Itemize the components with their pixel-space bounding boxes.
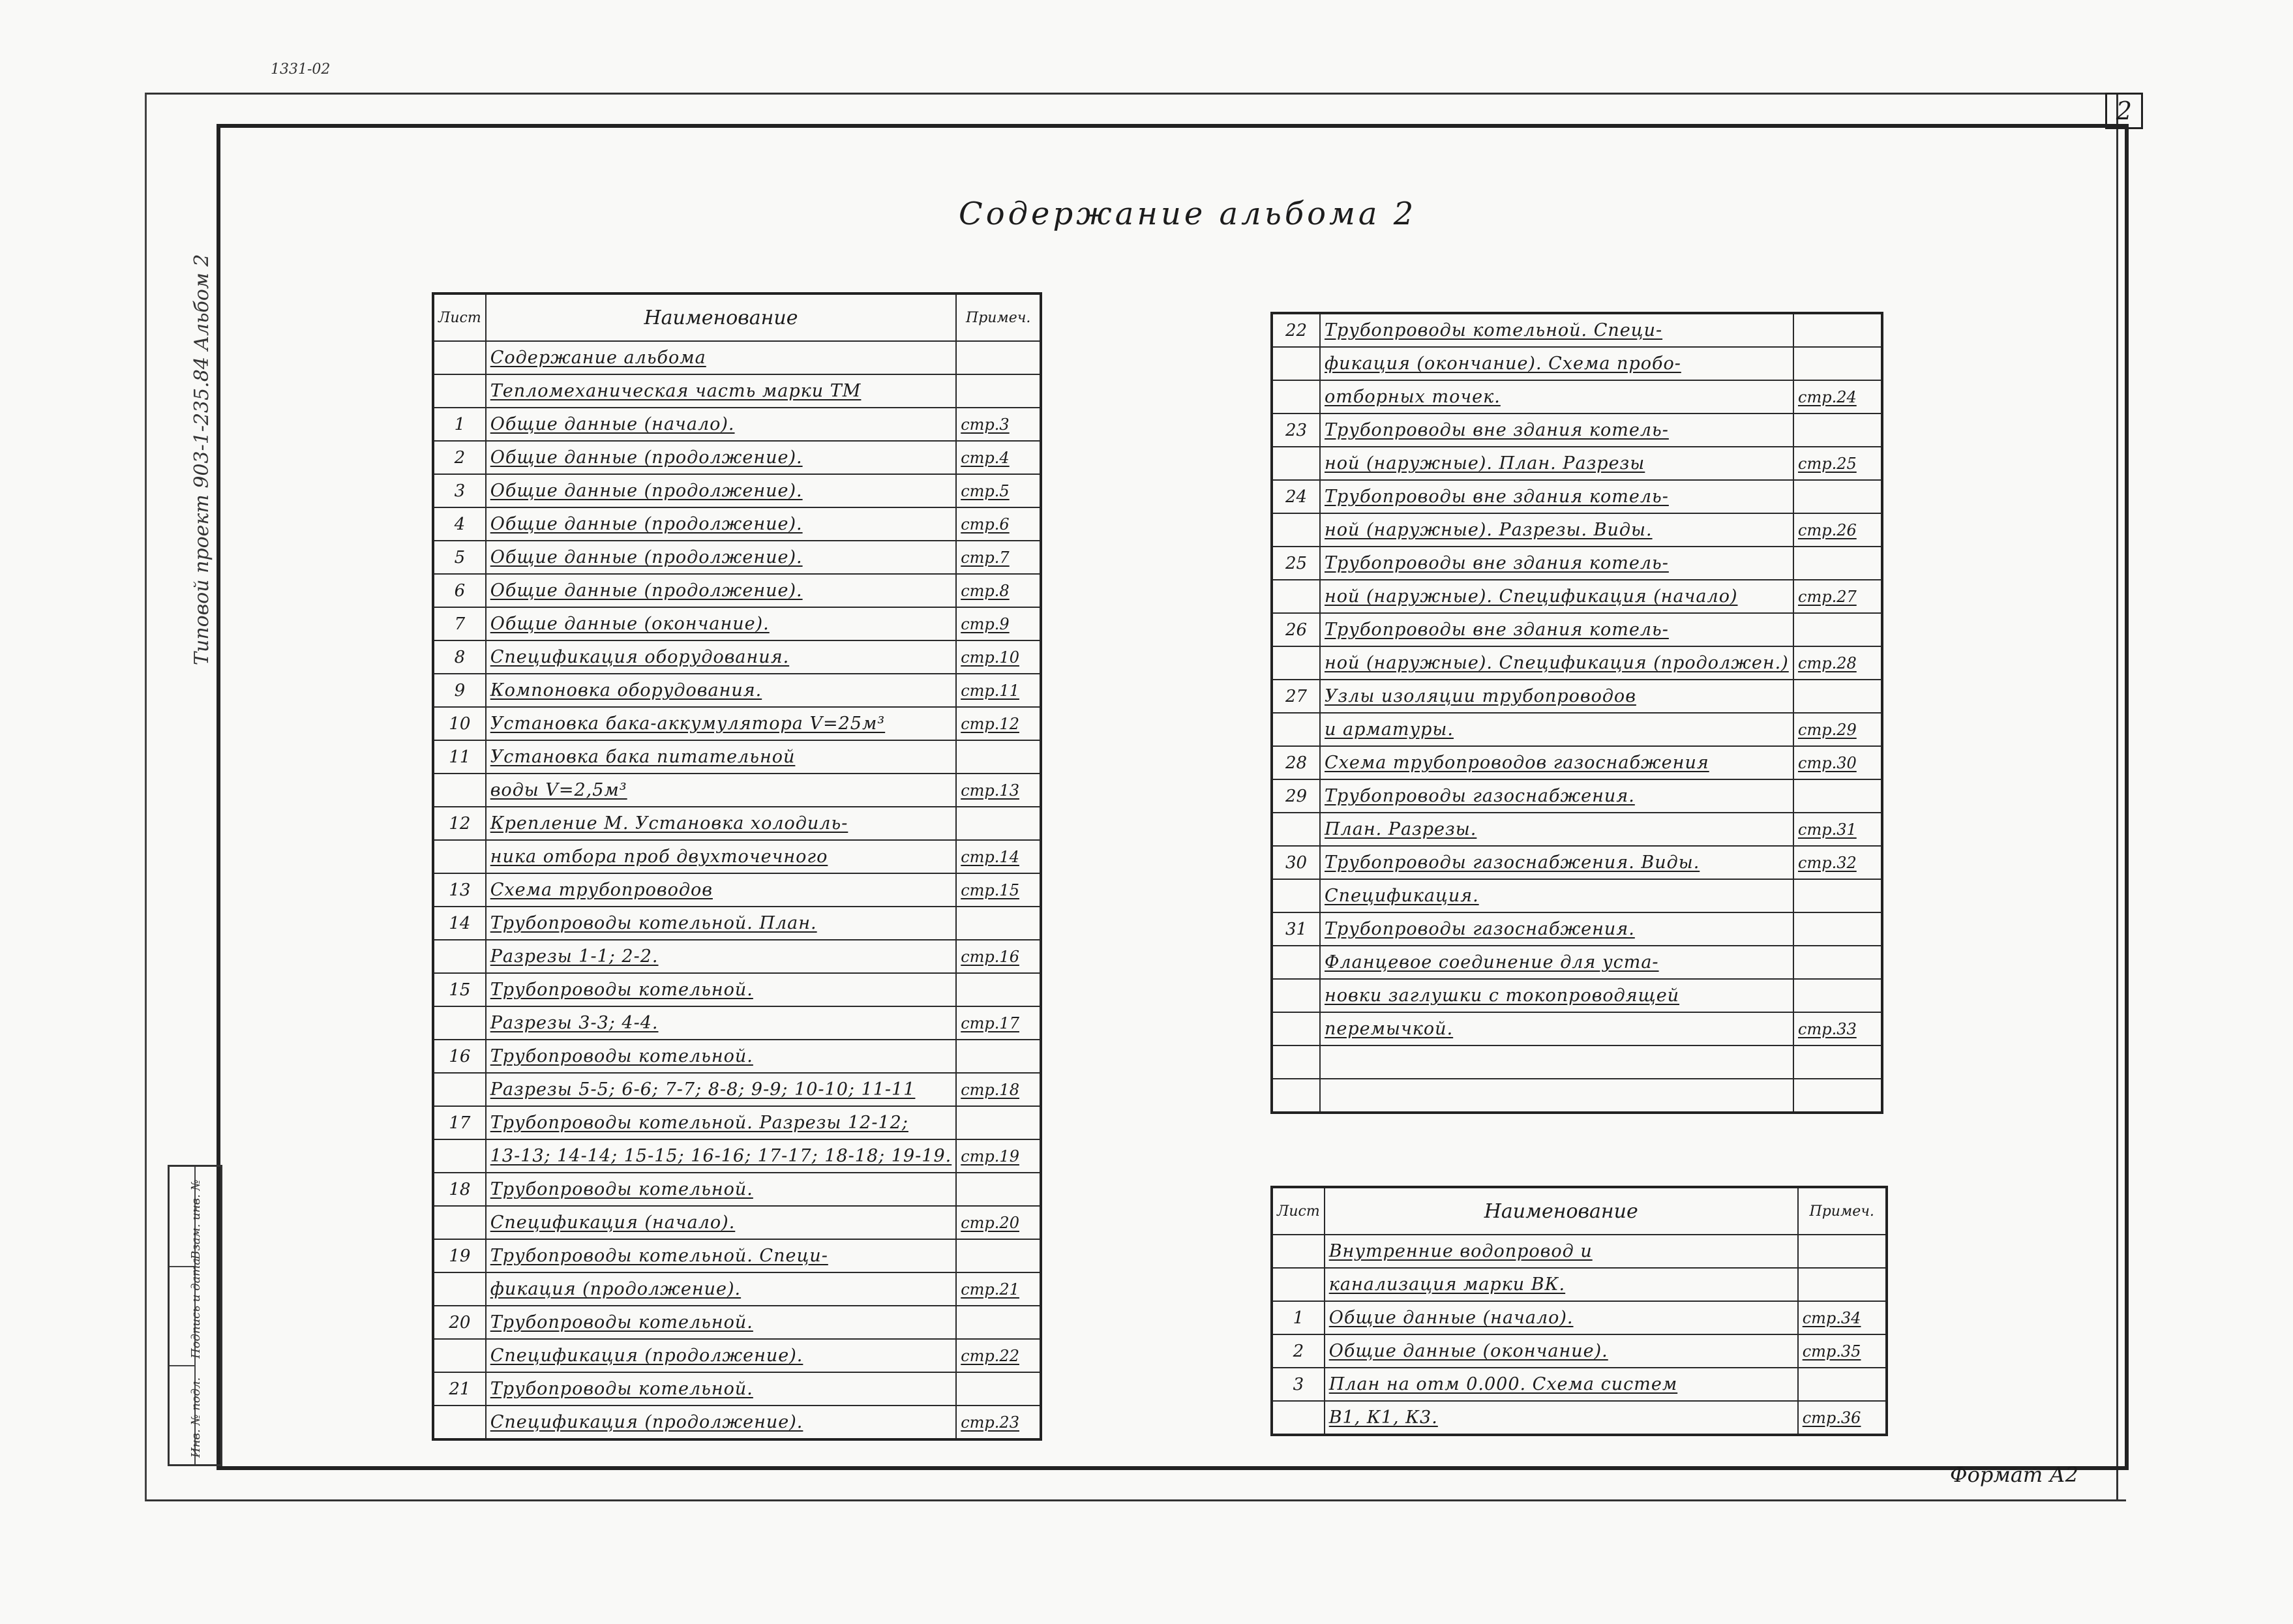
sheet-name-cell: Спецификация. [1320,879,1793,912]
table-row [1272,646,1882,680]
sheet-number-cell: 19 [433,1239,486,1272]
sheet-number-cell: 14 [433,907,486,940]
page-note-cell: стр.18 [956,1073,1041,1106]
sheet-number-cell: 29 [1272,779,1320,813]
contents-left-body [433,341,1041,1439]
table-row [1272,1079,1882,1113]
sheet-number-cell [1272,946,1320,979]
table-row [433,1173,1041,1206]
page-note-cell: стр.35 [1798,1334,1887,1368]
sheet-name-cell: Трубопроводы газоснабжения. [1320,912,1793,946]
page-note-cell: стр.11 [956,674,1041,707]
sheet-name-cell: План на отм 0.000. Схема систем [1325,1368,1798,1401]
page-note-cell: стр.29 [1793,713,1882,746]
page-note-cell: стр.23 [956,1406,1041,1439]
sheet-number-cell [433,341,486,374]
table-row [433,1406,1041,1439]
sheet-number-cell [1272,447,1320,480]
table-row [433,640,1041,674]
sheet-name-cell: Узлы изоляции трубопроводов [1320,680,1793,713]
sheet-number-cell: 27 [1272,680,1320,713]
page-note-cell [1798,1268,1887,1301]
page-note-cell [1793,1079,1882,1113]
sheet-number-cell [1272,347,1320,380]
sheet-number-cell: 26 [1272,613,1320,646]
page-note-cell: стр.27 [1793,580,1882,613]
sheet-name-cell: ной (наружные). План. Разрезы [1320,447,1793,480]
sheet-number-cell [1272,513,1320,547]
table-row [433,1206,1041,1239]
table-row [1272,380,1882,414]
page-note-cell [1793,979,1882,1012]
table-row [433,907,1041,940]
format-label: Формат А2 [1950,1462,2079,1487]
table-row [1272,513,1882,547]
sheet-number-cell: 10 [433,707,486,740]
sheet-name-cell: и арматуры. [1320,713,1793,746]
table-row [1272,979,1882,1012]
sheet-number-cell [1272,713,1320,746]
table-row [1272,1301,1887,1334]
table-row [1272,480,1882,513]
sheet-name-cell: Общие данные (окончание). [486,607,957,640]
sheet-name-cell: Содержание альбома [486,341,957,374]
sheet-number-cell: 12 [433,807,486,840]
page-note-cell: стр.26 [1793,513,1882,547]
page-note-cell: стр.15 [956,873,1041,907]
sheet-number-cell: 8 [433,640,486,674]
side-stamp-label: Подпись и дата [189,1258,203,1359]
table-row [1272,1334,1887,1368]
sheet-name-cell: Крепление М. Установка холодиль- [486,807,957,840]
table-row [1272,1235,1887,1268]
sheet-number-cell: 17 [433,1106,486,1139]
table-row [433,873,1041,907]
side-stamp-text: Типовой проект 903-1-235.84 Альбом 2 [190,254,213,665]
sheet-number: 2 [2105,93,2143,129]
page-note-cell: стр.10 [956,640,1041,674]
page-note-cell: стр.12 [956,707,1041,740]
page-note-cell [956,1040,1041,1073]
sheet-number-cell: 1 [1272,1301,1325,1334]
sheet-number-cell [1272,1268,1325,1301]
sheet-number-cell [433,840,486,873]
sheet-name-cell: канализация марки ВК. [1325,1268,1798,1301]
sheet-number-cell [433,1272,486,1306]
page-note-cell [1793,547,1882,580]
sheet-number-cell [433,374,486,408]
sheet-number-cell: 2 [433,441,486,474]
page-note-cell [1793,879,1882,912]
sheet-name-cell: ника отбора проб двухточечного [486,840,957,873]
sheet-name-cell: Внутренние водопровод и [1325,1235,1798,1268]
page-note-cell: стр.31 [1793,813,1882,846]
sheet-name-cell: План. Разрезы. [1320,813,1793,846]
page-note-cell: стр.22 [956,1339,1041,1372]
sheet-number-cell: 3 [433,474,486,507]
table-row [1272,779,1882,813]
sheet-number-cell [433,1339,486,1372]
sheet-name-cell: Разрезы 1-1; 2-2. [486,940,957,973]
sheet-number-cell [433,1006,486,1040]
contents-table-bottom [1270,1186,1888,1436]
table-row [1272,1012,1882,1045]
page-note-cell [1793,347,1882,380]
sheet-number-cell: 15 [433,973,486,1006]
page-note-cell: стр.3 [956,408,1041,441]
table-row [433,1139,1041,1173]
page-title: Содержание альбома 2 [959,196,1417,232]
table-row [433,541,1041,574]
top-code: 1331-02 [271,61,331,78]
sheet-name-cell: Трубопроводы котельной. План. [486,907,957,940]
page-note-cell: стр.19 [956,1139,1041,1173]
side-stamp-box [168,1165,222,1466]
table-row [433,574,1041,607]
sheet-name-cell: перемычкой. [1320,1012,1793,1045]
table-row [1272,313,1882,347]
page-note-cell [956,1239,1041,1272]
page-note-cell: стр.6 [956,507,1041,541]
page-note-cell: стр.13 [956,774,1041,807]
sheet-name-cell: Фланцевое соединение для уста- [1320,946,1793,979]
table-row [1272,946,1882,979]
table-row [433,1306,1041,1339]
table-row [1272,813,1882,846]
sheet-number-cell: 30 [1272,846,1320,879]
page-note-cell [1798,1235,1887,1268]
table-row [433,607,1041,640]
page-note-cell [956,341,1041,374]
sheet-number-cell: 5 [433,541,486,574]
sheet-name-cell [1320,1079,1793,1113]
sheet-name-cell: Общие данные (окончание). [1325,1334,1798,1368]
sheet-name-cell: Трубопроводы котельной. [486,1306,957,1339]
table-row [1272,1045,1882,1079]
sheet-number-cell: 22 [1272,313,1320,347]
col-note-header: Примеч. [1798,1187,1887,1235]
sheet-name-cell: Общие данные (начало). [1325,1301,1798,1334]
sheet-name-cell: Трубопроводы котельной. Специ- [1320,313,1793,347]
col-name-header: Наименование [486,293,957,341]
page-note-cell: стр.21 [956,1272,1041,1306]
sheet-number-cell [433,1406,486,1439]
table-row [1272,746,1882,779]
sheet-name-cell: Трубопроводы вне здания котель- [1320,480,1793,513]
sheet-name-cell: Трубопроводы газоснабжения. Виды. [1320,846,1793,879]
sheet-name-cell: Спецификация оборудования. [486,640,957,674]
page-note-cell: стр.20 [956,1206,1041,1239]
table-row [1272,879,1882,912]
sheet-number-cell: 25 [1272,547,1320,580]
table-row [433,341,1041,374]
table-row [1272,547,1882,580]
table-row [433,674,1041,707]
page-note-cell: стр.34 [1798,1301,1887,1334]
table-row [433,1272,1041,1306]
table-row [1272,447,1882,480]
sheet-number-cell [433,1206,486,1239]
table-row [1272,912,1882,946]
sheet-number-cell [1272,1235,1325,1268]
page-note-cell [956,807,1041,840]
sheet-number-cell [1272,1079,1320,1113]
sheet-number-cell [1272,879,1320,912]
sheet-name-cell: Установка бака-аккумулятора V=25м³ [486,707,957,740]
col-name-header: Наименование [1325,1187,1798,1235]
sheet-number-cell [1272,979,1320,1012]
sheet-number-cell: 23 [1272,414,1320,447]
sheet-number-cell: 9 [433,674,486,707]
sheet-number-cell: 16 [433,1040,486,1073]
sheet-name-cell: Спецификация (начало). [486,1206,957,1239]
sheet-name-cell: Общие данные (продолжение). [486,574,957,607]
table-row [1272,846,1882,879]
page-note-cell [1793,613,1882,646]
sheet-name-cell: Трубопроводы вне здания котель- [1320,414,1793,447]
page-note-cell [1793,1045,1882,1079]
page-note-cell: стр.36 [1798,1401,1887,1435]
table-row [433,441,1041,474]
page-note-cell: стр.7 [956,541,1041,574]
table-row [433,408,1041,441]
page-note-cell [956,1106,1041,1139]
sheet-name-cell: Трубопроводы котельной. [486,1173,957,1206]
table-row [433,1372,1041,1406]
table-row [433,840,1041,873]
page-note-cell: стр.25 [1793,447,1882,480]
page-note-cell: стр.4 [956,441,1041,474]
page-note-cell [1793,480,1882,513]
table-row [433,740,1041,774]
table-row [1272,1401,1887,1435]
table-row [433,707,1041,740]
table-row [1272,713,1882,746]
sheet-name-cell [1320,1045,1793,1079]
sheet-name-cell: Тепломеханическая часть марки ТМ [486,374,957,408]
sheet-name-cell: Общие данные (продолжение). [486,541,957,574]
sheet-name-cell: отборных точек. [1320,380,1793,414]
sheet-number-cell: 18 [433,1173,486,1206]
sheet-name-cell: ной (наружные). Спецификация (начало) [1320,580,1793,613]
table-header-row [1272,1187,1887,1235]
sheet-name-cell: фикация (продолжение). [486,1272,957,1306]
page-note-cell: стр.5 [956,474,1041,507]
sheet-number-cell: 20 [433,1306,486,1339]
page-note-cell: стр.14 [956,840,1041,873]
page-note-cell [1793,779,1882,813]
page-note-cell: стр.16 [956,940,1041,973]
sheet-name-cell: Общие данные (продолжение). [486,441,957,474]
page-note-cell [1793,313,1882,347]
sheet-number-cell: 24 [1272,480,1320,513]
col-note-header: Примеч. [956,293,1041,341]
sheet-number-cell: 13 [433,873,486,907]
sheet-name-cell: воды V=2,5м³ [486,774,957,807]
page-note-cell [1793,414,1882,447]
sheet-number-cell [433,1073,486,1106]
page-note-cell [956,374,1041,408]
table-row [1272,347,1882,380]
sheet-number-cell: 3 [1272,1368,1325,1401]
sheet-number-cell [433,940,486,973]
side-stamp-label: Инв. № подл. [189,1377,203,1458]
table-row [1272,613,1882,646]
page-note-cell [956,740,1041,774]
sheet-name-cell: Схема трубопроводов [486,873,957,907]
col-sheet-header: Лист [433,293,486,341]
sheet-name-cell: Спецификация (продолжение). [486,1406,957,1439]
contents-right-body [1272,313,1882,1113]
contents-table-left [432,292,1042,1441]
sheet-number-cell [433,774,486,807]
table-row [433,1006,1041,1040]
sheet-number-cell: 1 [433,408,486,441]
table-row [1272,680,1882,713]
sheet-number-cell: 21 [433,1372,486,1406]
sheet-number-cell: 4 [433,507,486,541]
side-stamp-label: Взам. инв. № [189,1179,203,1259]
sheet-number-cell: 6 [433,574,486,607]
sheet-number-cell: 31 [1272,912,1320,946]
sheet-number-cell [1272,1012,1320,1045]
sheet-name-cell: Компоновка оборудования. [486,674,957,707]
page-note-cell [956,973,1041,1006]
sheet-number-cell [1272,1401,1325,1435]
sheet-number-cell [1272,580,1320,613]
page-note-cell: стр.9 [956,607,1041,640]
table-row [433,973,1041,1006]
page-note-cell [956,1173,1041,1206]
sheet-name-cell: новки заглушки с токопроводящей [1320,979,1793,1012]
contents-bottom-body [1272,1235,1887,1435]
page-note-cell: стр.30 [1793,746,1882,779]
side-stamp-divider [170,1365,194,1366]
sheet-name-cell: фикация (окончание). Схема пробо- [1320,347,1793,380]
page-note-cell [956,907,1041,940]
table-row [433,807,1041,840]
page-note-cell [1798,1368,1887,1401]
table-row [433,1339,1041,1372]
page-note-cell: стр.28 [1793,646,1882,680]
table-row [433,940,1041,973]
table-row [433,774,1041,807]
sheet-name-cell: Общие данные (продолжение). [486,474,957,507]
table-row [433,507,1041,541]
sheet-number-cell: 7 [433,607,486,640]
table-row [1272,1368,1887,1401]
sheet-name-cell: Установка бака питательной [486,740,957,774]
contents-table-right [1270,312,1883,1114]
sheet-name-cell: Трубопроводы газоснабжения. [1320,779,1793,813]
sheet-number-cell [433,1139,486,1173]
page-note-cell [1793,912,1882,946]
sheet-name-cell: Общие данные (начало). [486,408,957,441]
sheet-number-cell [1272,380,1320,414]
sheet-name-cell: Трубопроводы котельной. [486,1372,957,1406]
table-row [1272,414,1882,447]
table-row [433,1106,1041,1139]
table-row [433,374,1041,408]
sheet-name-cell: 13-13; 14-14; 15-15; 16-16; 17-17; 18-18; 19-19. [486,1139,957,1173]
page-note-cell: стр.17 [956,1006,1041,1040]
sheet-name-cell: ной (наружные). Спецификация (продолжен.) [1320,646,1793,680]
sheet-name-cell: ной (наружные). Разрезы. Виды. [1320,513,1793,547]
sheet-name-cell: Трубопроводы котельной. Специ- [486,1239,957,1272]
sheet-number-cell: 11 [433,740,486,774]
table-row [433,1040,1041,1073]
sheet-name-cell: Трубопроводы котельной. Разрезы 12-12; [486,1106,957,1139]
sheet-number-cell: 28 [1272,746,1320,779]
page-note-cell [956,1306,1041,1339]
sheet-number-cell [1272,646,1320,680]
sheet-name-cell: Разрезы 5-5; 6-6; 7-7; 8-8; 9-9; 10-10; 11-11 [486,1073,957,1106]
table-row [433,1239,1041,1272]
sheet-name-cell: Трубопроводы котельной. [486,1040,957,1073]
page-note-cell [1793,680,1882,713]
table-row [1272,1268,1887,1301]
sheet-number-cell [1272,1045,1320,1079]
page-note-cell: стр.8 [956,574,1041,607]
page-note-cell [1793,946,1882,979]
page-note-cell [956,1372,1041,1406]
page-note-cell: стр.32 [1793,846,1882,879]
sheet-name-cell: Трубопроводы вне здания котель- [1320,613,1793,646]
sheet-name-cell: В1, К1, К3. [1325,1401,1798,1435]
sheet-number-cell [1272,813,1320,846]
table-row [433,1073,1041,1106]
sheet-number-cell: 2 [1272,1334,1325,1368]
col-sheet-header: Лист [1272,1187,1325,1235]
table-row [433,474,1041,507]
sheet-name-cell: Общие данные (продолжение). [486,507,957,541]
page-note-cell: стр.33 [1793,1012,1882,1045]
sheet-name-cell: Трубопроводы котельной. [486,973,957,1006]
table-row [1272,580,1882,613]
sheet-name-cell: Схема трубопроводов газоснабжения [1320,746,1793,779]
table-header-row [433,293,1041,341]
sheet-name-cell: Разрезы 3-3; 4-4. [486,1006,957,1040]
sheet-name-cell: Спецификация (продолжение). [486,1339,957,1372]
sheet-name-cell: Трубопроводы вне здания котель- [1320,547,1793,580]
page-note-cell: стр.24 [1793,380,1882,414]
